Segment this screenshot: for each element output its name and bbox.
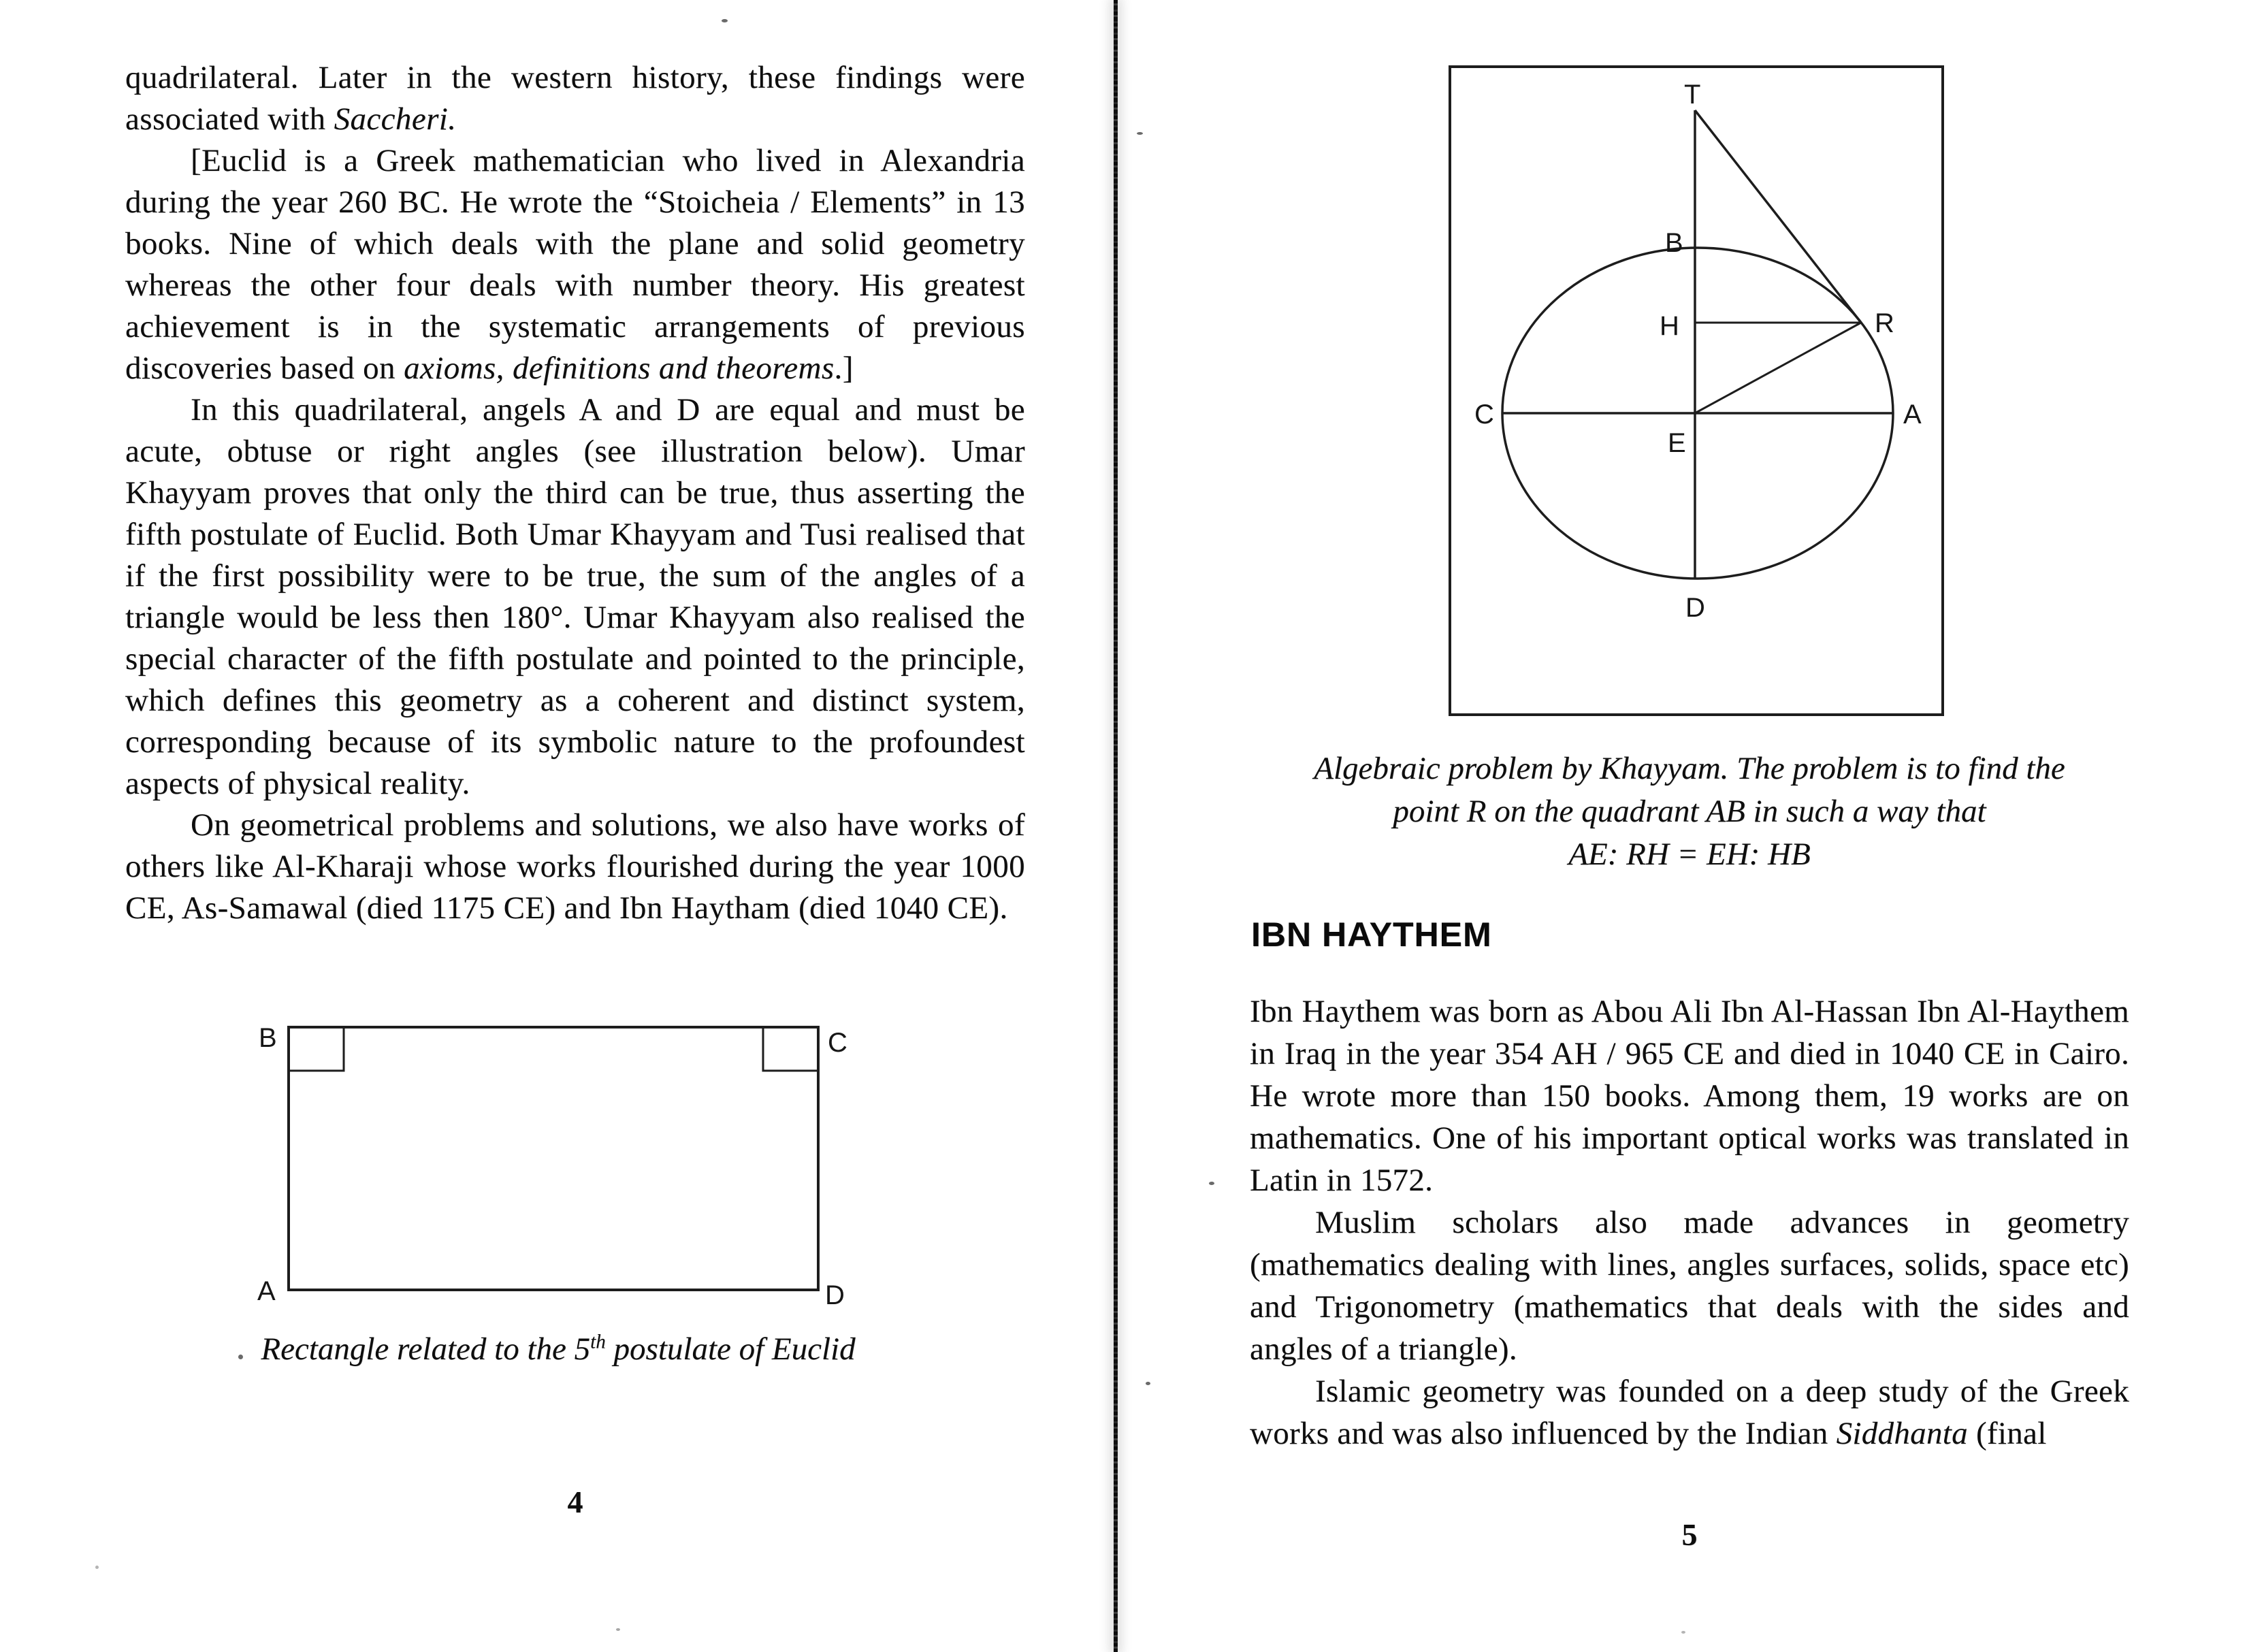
paragraph	[1250, 990, 2129, 1201]
dust-speck	[616, 1628, 620, 1631]
dust-speck	[238, 1355, 243, 1359]
text-segment: Saccheri.	[334, 101, 457, 137]
page-gutter-shadow	[1114, 0, 1118, 1652]
segment-tr	[1695, 110, 1861, 323]
point-label-c: C	[1474, 400, 1494, 430]
text-segment: [Euclid is a Greek mathematician who lived in Alexandria during the year 260 BC. He wrote the “Stoicheia / Elements” in 13 books. Nine of which deals with the plane and solid geometry whereas the other four deals with number theory. His greatest achievement is in the systematic arrangements of previous discoveries based on	[125, 143, 1025, 386]
text-segment: Islamic geometry was founded on a deep study of the Greek works and was also influenced by the Indian	[1250, 1374, 2129, 1451]
right-angle-mark-c	[763, 1028, 818, 1071]
text-segment: axioms, definitions and theorems	[404, 351, 835, 386]
dust-speck	[1146, 1382, 1150, 1385]
vertex-label-d: D	[825, 1280, 845, 1310]
right-angle-mark-b	[289, 1028, 344, 1071]
paragraph	[125, 805, 1025, 929]
vertex-label-c: C	[828, 1028, 847, 1058]
paragraph	[1250, 1370, 2129, 1455]
segment-er	[1695, 323, 1861, 413]
right-page-number: 5	[1681, 1517, 1698, 1552]
caption-line: AE: RH = EH: HB	[1568, 837, 1811, 872]
section-heading: IBN HAYTHEM	[1251, 916, 1492, 954]
text-segment: Muslim scholars also made advances in geometry (mathematics dealing with lines, angles surfaces, solids, space etc) and Trigonometry (mathematics that deals with the sides and angles of a triangle).	[1250, 1205, 2129, 1367]
text-segment: In this quadrilateral, angels A and D are equal and must be acute, obtuse or right angles (see illustration below). Umar Khayyam proves that only the third can be true, thus asserting the fifth postulate of Euclid. Both Umar Khayyam and Tusi realised that if the first possibility were to be true, the sum of the angles of a triangle would be less then 180°. Umar Khayyam also realised the special character of the fifth postulate and pointed to the principle, which defines this geometry as a coherent and distinct system, corresponding because of its symbolic nature to the profoundest aspects of physical reality.	[125, 392, 1025, 801]
text-segment: Rectangle related to the 5	[261, 1331, 591, 1367]
text-segment: .]	[834, 351, 854, 386]
text-segment: On geometrical problems and solutions, we also have works of others like Al-Kharaji whose works flourished during the year 1000 CE, As-Samawal (died 1175 CE) and Ibn Haytham (died 1040 CE).	[125, 807, 1025, 926]
vertex-label-a: A	[257, 1276, 276, 1306]
text-segment: th	[590, 1331, 606, 1353]
point-label-r: R	[1875, 308, 1894, 338]
dust-speck	[95, 1566, 99, 1569]
paragraph	[125, 389, 1025, 805]
text-segment: quadrilateral. Later in the western history, these findings were associated with	[125, 60, 1025, 137]
text-segment: Ibn Haythem was born as Abou Ali Ibn Al-Hassan Ibn Al-Haythem in Iraq in the year 354 AH / 965 CE and died in 1040 CE in Cairo. He wrote more than 150 books. Among them, 19 works are on mathematics. One of his important optical works was translated in Latin in 1572.	[1250, 994, 2129, 1198]
text-segment: (final	[1967, 1416, 2047, 1451]
left-figure-caption	[197, 1329, 919, 1370]
rectangle-figure	[225, 994, 871, 1321]
left-page-text	[125, 57, 1025, 929]
text-segment: postulate of Euclid	[605, 1331, 856, 1367]
point-label-h: H	[1660, 311, 1679, 341]
paragraph	[125, 57, 1025, 140]
right-page-text	[1250, 990, 2129, 1455]
caption-line: Algebraic problem by Khayyam. The problem is to find the	[1314, 751, 2065, 786]
dust-speck	[1209, 1182, 1214, 1185]
rectangle-shape	[289, 1027, 818, 1290]
paragraph	[1250, 1201, 2129, 1370]
dust-speck	[722, 19, 728, 22]
point-label-b: B	[1665, 228, 1683, 258]
dust-speck	[1137, 132, 1143, 135]
khayyam-figure-caption	[1250, 747, 2129, 876]
point-label-t: T	[1684, 80, 1701, 110]
point-label-e: E	[1668, 428, 1686, 458]
point-label-a: A	[1903, 400, 1922, 430]
left-page-number: 4	[567, 1485, 583, 1519]
khayyam-figure	[1423, 41, 1974, 728]
dust-speck	[1681, 1631, 1685, 1634]
vertex-label-b: B	[259, 1023, 277, 1053]
point-label-d: D	[1685, 593, 1705, 623]
text-segment: Siddhanta	[1836, 1416, 1968, 1451]
caption-line: point R on the quadrant AB in such a way that	[1393, 794, 1986, 829]
paragraph	[125, 140, 1025, 389]
